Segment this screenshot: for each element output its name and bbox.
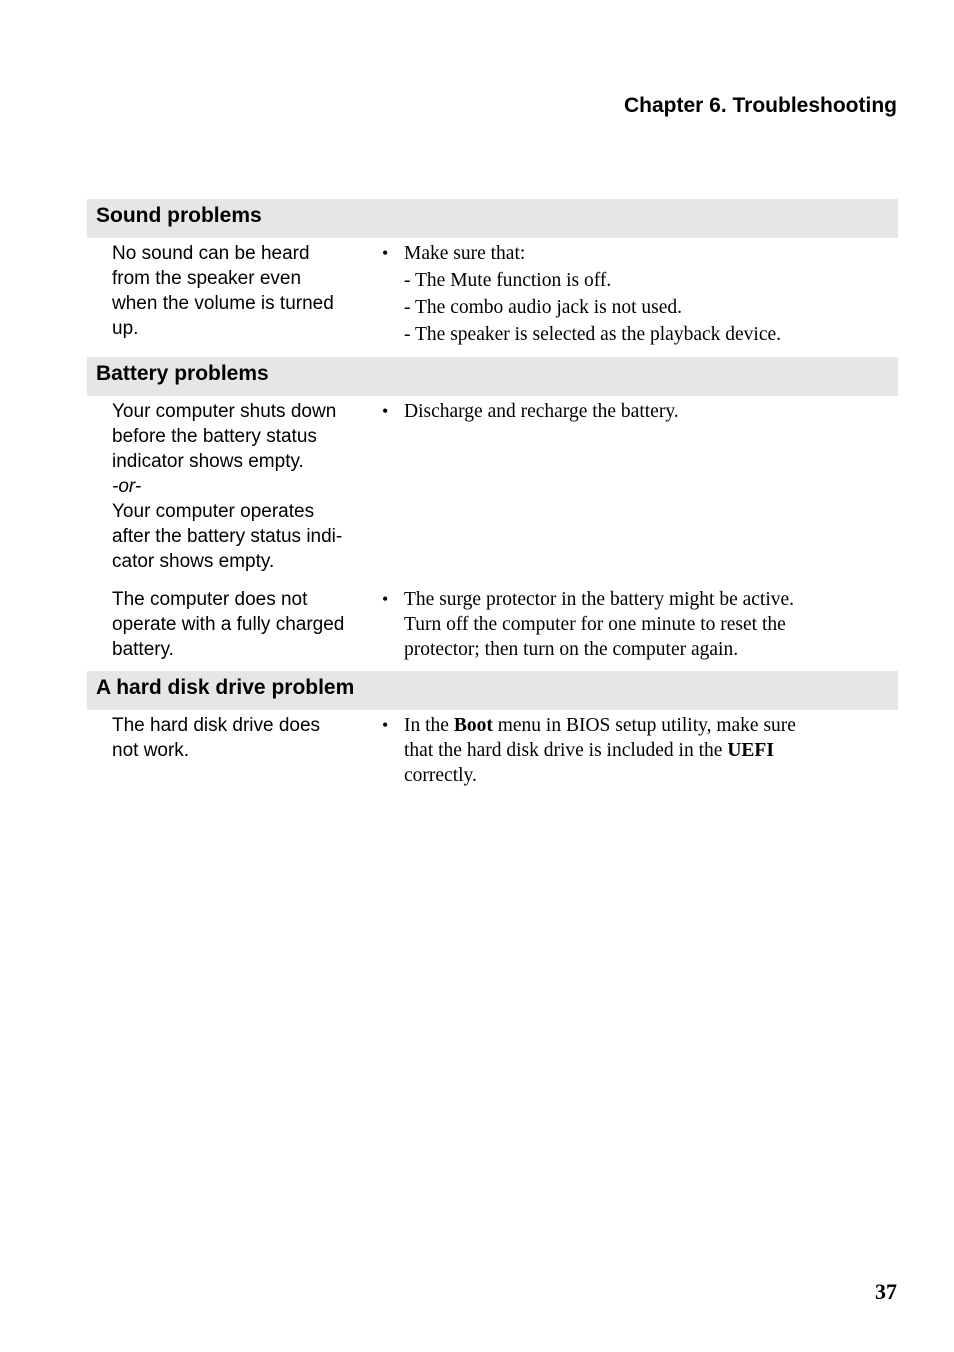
solution-text-run: In the bbox=[404, 715, 454, 736]
solution-cell bbox=[382, 587, 874, 662]
solution-text-run: that the hard disk drive is included in the bbox=[404, 740, 728, 761]
bullet-icon: • bbox=[382, 243, 389, 263]
chapter-title: Chapter 6. Troubleshooting bbox=[623, 94, 897, 117]
solution-cell bbox=[382, 241, 874, 347]
solution-line: Discharge and recharge the battery. bbox=[404, 401, 679, 422]
symptom-line: Your computer operates bbox=[112, 501, 315, 522]
table-row-battery-1 bbox=[87, 396, 898, 587]
symptom-line: The computer does not bbox=[112, 589, 308, 610]
solution-text bbox=[404, 713, 874, 788]
symptom-line: not work. bbox=[112, 740, 190, 761]
symptom-cell bbox=[87, 241, 374, 347]
symptom-line: indicator shows empty. bbox=[112, 451, 304, 472]
symptom-line: No sound can be heard bbox=[112, 243, 310, 264]
symptom-line: The hard disk drive does bbox=[112, 715, 321, 736]
solution-item: - The speaker is selected as the playback device. bbox=[404, 324, 782, 345]
symptom-line: battery. bbox=[112, 639, 174, 660]
symptom-cell bbox=[87, 399, 374, 574]
solution-intro: Make sure that: bbox=[404, 243, 526, 264]
solution-line: protector; then turn on the computer again. bbox=[404, 639, 739, 660]
bullet-icon: • bbox=[382, 715, 389, 735]
symptom-line: Your computer shuts down bbox=[112, 401, 337, 422]
symptom-line: after the battery status indi- bbox=[112, 526, 343, 547]
solution-line bbox=[404, 713, 874, 738]
troubleshooting-table bbox=[87, 199, 898, 798]
section-header-sound: Sound problems bbox=[87, 199, 898, 238]
symptom-line: cator shows empty. bbox=[112, 551, 275, 572]
symptom-line: operate with a fully charged bbox=[112, 614, 345, 635]
symptom-or: -or- bbox=[112, 476, 142, 497]
table-row-sound-1 bbox=[87, 238, 898, 357]
solution-line bbox=[404, 738, 874, 763]
solution-line: correctly. bbox=[404, 765, 477, 786]
solution-line: The surge protector in the battery might be active. bbox=[404, 589, 795, 610]
solution-text bbox=[404, 399, 874, 574]
solution-cell bbox=[382, 399, 874, 574]
solution-text-run: menu in BIOS setup utility, make sure bbox=[492, 715, 796, 736]
page-number: 37 bbox=[875, 1279, 897, 1304]
table-row-battery-2 bbox=[87, 587, 898, 671]
solution-text bbox=[404, 241, 874, 347]
symptom-line: before the battery status bbox=[112, 426, 317, 447]
symptom-line: when the volume is turned bbox=[112, 293, 334, 314]
solution-item: - The Mute function is off. bbox=[404, 270, 612, 291]
section-header-battery: Battery problems bbox=[87, 357, 898, 396]
bullet-icon: • bbox=[382, 401, 389, 421]
solution-cell bbox=[382, 713, 874, 788]
symptom-cell bbox=[87, 713, 374, 788]
symptom-line: from the speaker even bbox=[112, 268, 302, 289]
section-header-hdd: A hard disk drive problem bbox=[87, 671, 898, 710]
solution-line: Turn off the computer for one minute to reset the bbox=[404, 614, 786, 635]
symptom-line: up. bbox=[112, 318, 139, 339]
table-row-hdd-1 bbox=[87, 710, 898, 798]
symptom-cell bbox=[87, 587, 374, 662]
solution-item: - The combo audio jack is not used. bbox=[404, 297, 682, 318]
solution-text bbox=[404, 587, 874, 662]
solution-bold-uefi: UEFI bbox=[727, 740, 774, 761]
solution-bold-boot: Boot bbox=[453, 715, 493, 736]
bullet-icon: • bbox=[382, 589, 389, 609]
